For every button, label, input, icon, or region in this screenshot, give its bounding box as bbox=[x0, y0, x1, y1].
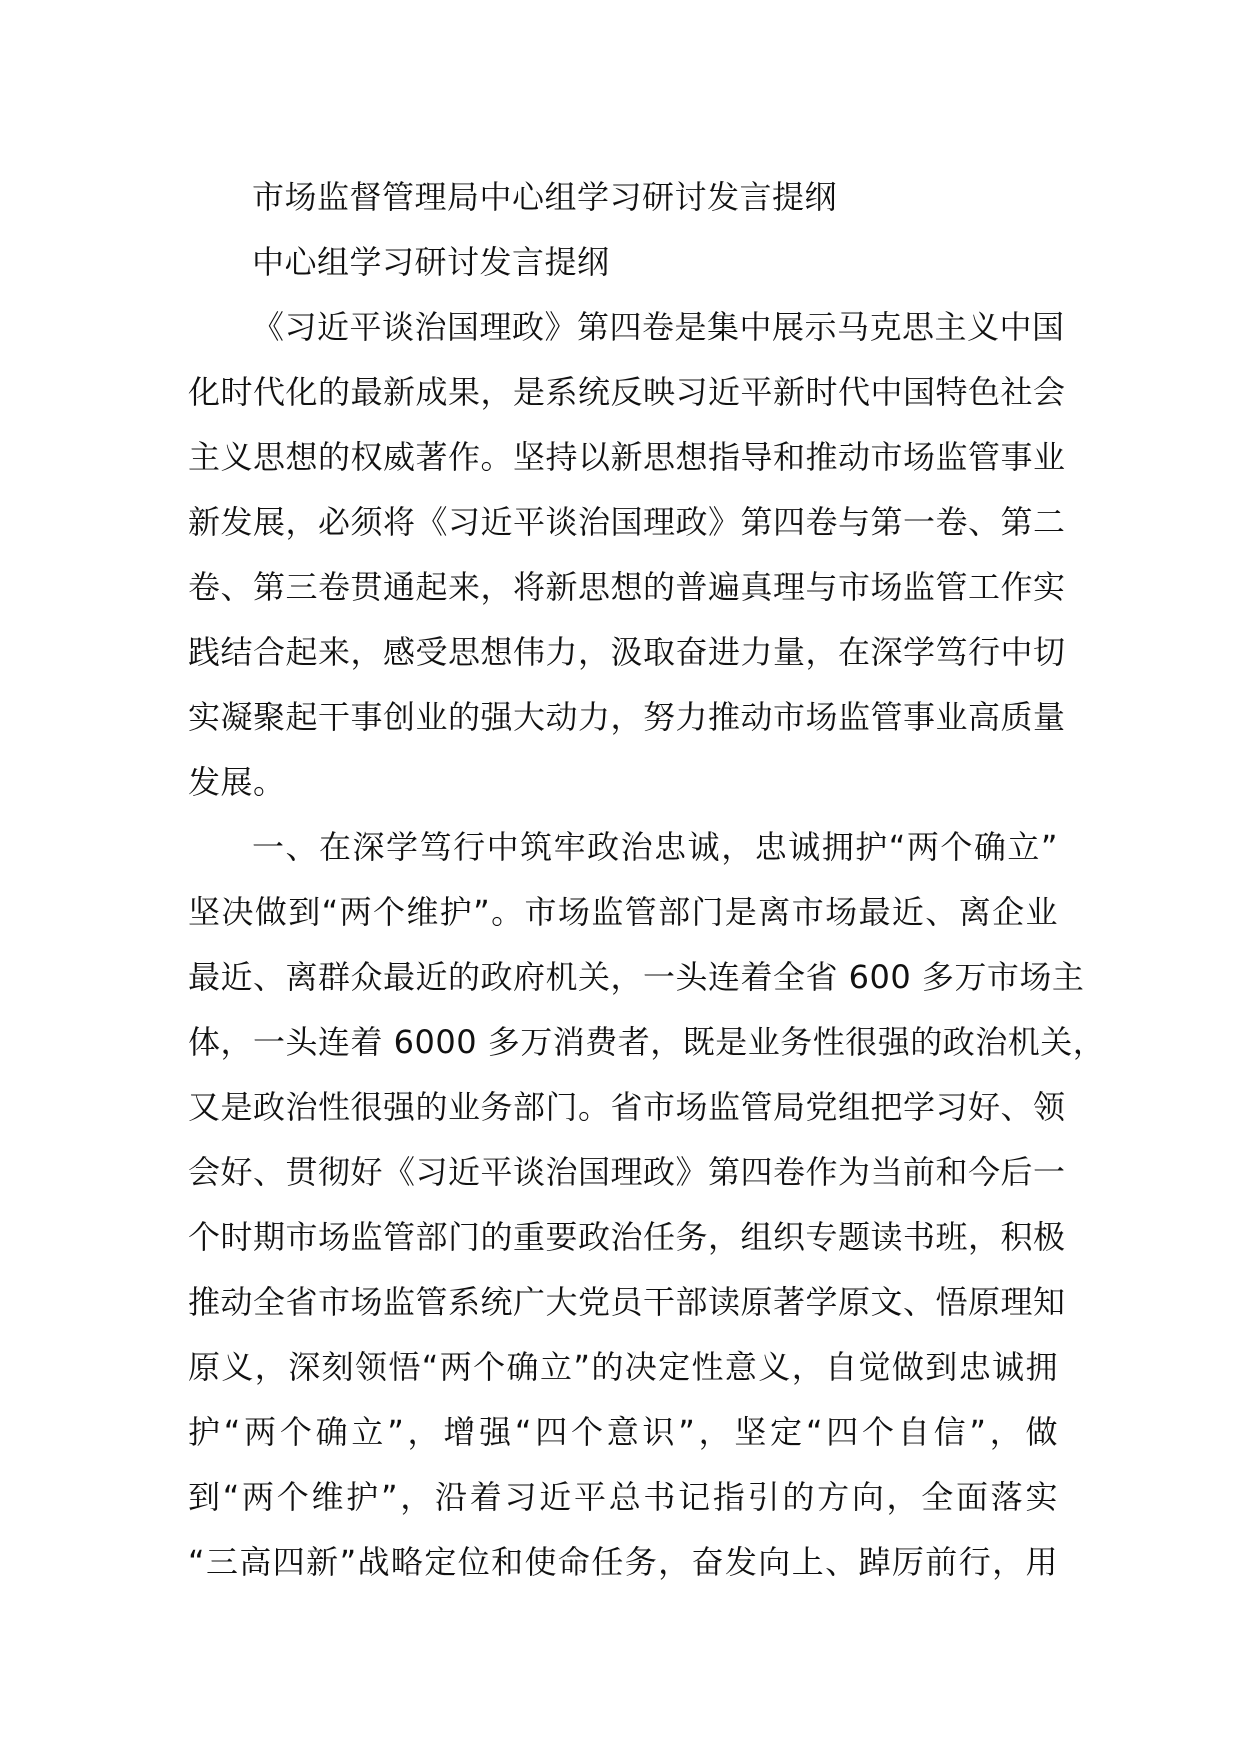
paragraph-line: 发展。 bbox=[188, 763, 286, 801]
paragraph-line: 主义思想的权威著作。坚持以新思想指导和推动市场监管事业 bbox=[188, 438, 1066, 476]
paragraph-line: 到“两个维护”，沿着习近平总书记指引的方向，全面落实 bbox=[188, 1478, 1058, 1516]
paragraph-line: 原义，深刻领悟“两个确立”的决定性意义，自觉做到忠诚拥 bbox=[188, 1348, 1058, 1386]
paragraph-line: 卷、第三卷贯通起来，将新思想的普遍真理与市场监管工作实 bbox=[188, 568, 1066, 606]
paragraph-line: 最近、离群众最近的政府机关，一头连着全省 600 多万市场主 bbox=[188, 958, 1085, 996]
paragraph-line: 体，一头连着 6000 多万消费者，既是业务性很强的政治机关， bbox=[188, 1023, 1106, 1061]
document-title: 市场监督管理局中心组学习研讨发言提纲 bbox=[252, 178, 838, 216]
paragraph-intro bbox=[188, 295, 1066, 815]
paragraph-line: 个时期市场监管部门的重要政治任务，组织专题读书班，积极 bbox=[188, 1218, 1066, 1256]
paragraph-line: 《习近平谈治国理政》第四卷是集中展示马克思主义中国 bbox=[252, 308, 1065, 346]
paragraph-section-one bbox=[188, 815, 1106, 1595]
section-heading-line: 一、在深学笃行中筑牢政治忠诚，忠诚拥护“两个确立” bbox=[252, 828, 1058, 866]
document-subtitle: 中心组学习研讨发言提纲 bbox=[252, 243, 610, 281]
paragraph-line: 践结合起来，感受思想伟力，汲取奋进力量，在深学笃行中切 bbox=[188, 633, 1066, 671]
paragraph-line: 护“两个确立”，增强“四个意识”，坚定“四个自信”，做 bbox=[188, 1413, 1058, 1451]
paragraph-line: 实凝聚起干事创业的强大动力，努力推动市场监管事业高质量 bbox=[188, 698, 1066, 736]
paragraph-line: 又是政治性很强的业务部门。省市场监管局党组把学习好、领 bbox=[188, 1088, 1066, 1126]
paragraph-line: 坚决做到“两个维护”。市场监管部门是离市场最近、离企业 bbox=[188, 893, 1058, 931]
paragraph-line: 推动全省市场监管系统广大党员干部读原著学原文、悟原理知 bbox=[188, 1283, 1066, 1321]
paragraph-line: “三高四新”战略定位和使命任务，奋发向上、踔厉前行，用 bbox=[188, 1543, 1058, 1581]
paragraph-line: 新发展，必须将《习近平谈治国理政》第四卷与第一卷、第二 bbox=[188, 503, 1066, 541]
paragraph-line: 化时代化的最新成果，是系统反映习近平新时代中国特色社会 bbox=[188, 373, 1066, 411]
paragraph-line: 会好、贯彻好《习近平谈治国理政》第四卷作为当前和今后一 bbox=[188, 1153, 1066, 1191]
document-body bbox=[188, 165, 1106, 1595]
